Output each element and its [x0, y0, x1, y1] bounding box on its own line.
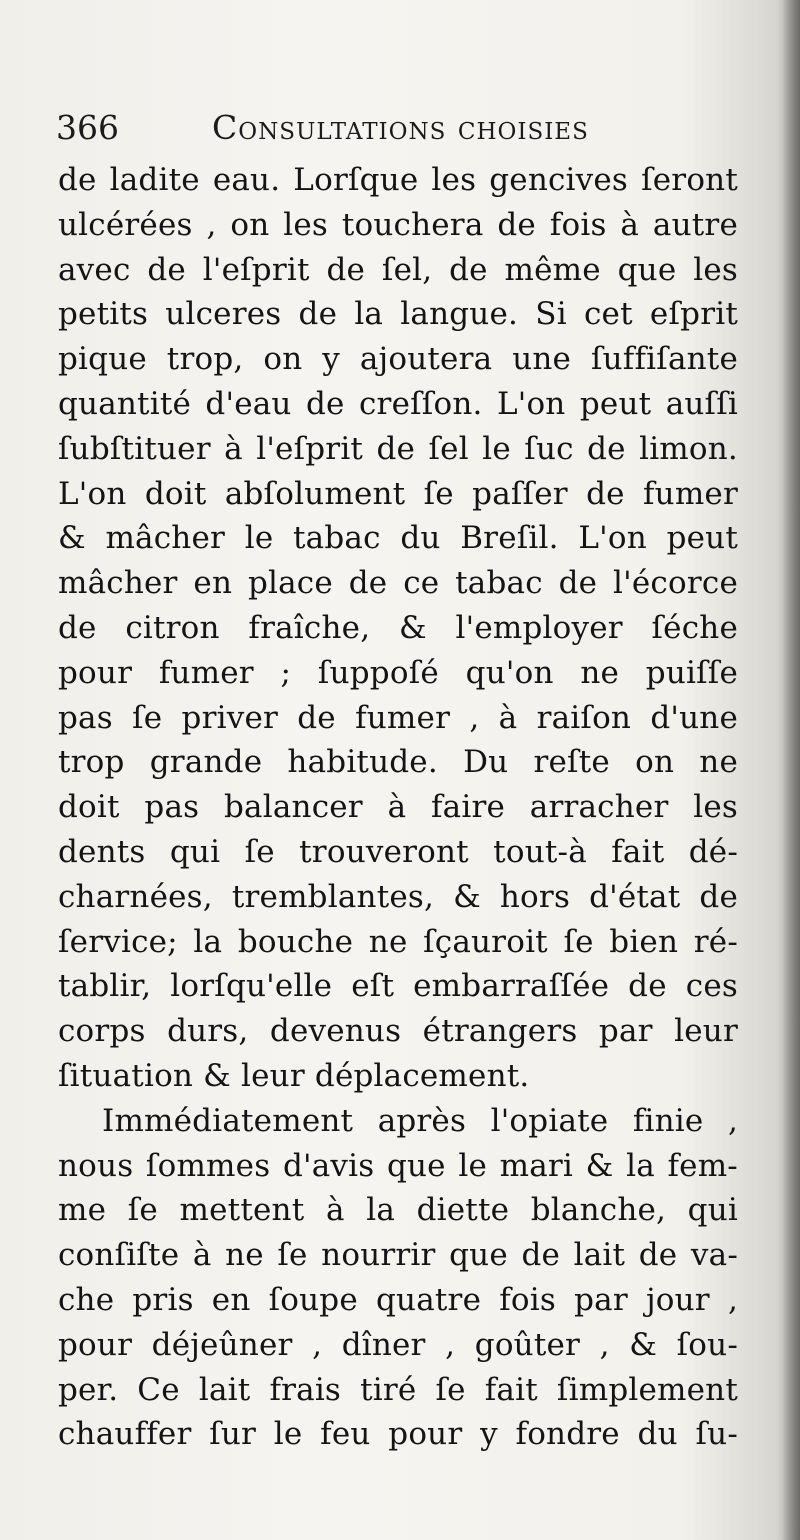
text-line: avec de l'eſprit de ſel, de même que les — [58, 251, 738, 288]
text-line: conſiſte à ne ſe nourrir que de lait de va- — [58, 1237, 738, 1274]
body-text — [58, 158, 738, 1457]
text-line: pas ſe priver de fumer , à raiſon d'une — [58, 699, 738, 736]
text-line: pour fumer ; ſuppoſé qu'on ne puiſſe — [58, 654, 738, 691]
text-line: nous ſommes d'avis que le mari & la fem- — [58, 1147, 738, 1184]
page-header — [56, 108, 746, 156]
text-line: L'on doit abſolument ſe paſſer de fumer — [58, 475, 738, 512]
text-line: charnées, tremblantes, & hors d'état de — [58, 878, 738, 915]
page-number: 366 — [56, 108, 119, 147]
text-line: tablir, lorſqu'elle eſt embarraſſée de ces — [58, 968, 738, 1005]
text-line: pique trop, on y ajoutera une ſuffiſante — [58, 341, 738, 378]
text-line: corps durs, devenus étrangers par leur — [58, 1013, 738, 1050]
text-line: ſubſtituer à l'eſprit de ſel le ſuc de limon. — [58, 430, 738, 467]
text-line: ſervice; la bouche ne ſçauroit ſe bien ré- — [58, 923, 738, 960]
text-line: de citron fraîche, & l'employer ſéche — [58, 609, 738, 646]
text-line: mâcher en place de ce tabac de l'écorce — [58, 565, 738, 602]
page-edge-shadow — [782, 0, 800, 1540]
text-line: trop grande habitude. Du reſte on ne — [58, 744, 738, 781]
text-line: per. Ce lait frais tiré ſe fait ſimplement — [58, 1371, 738, 1408]
text-line: dents qui ſe trouveront tout-à fait dé- — [58, 833, 738, 870]
paragraph-start-line: Immédiatement après l'opiate finie , — [102, 1102, 738, 1139]
text-line: doit pas balancer à faire arracher les — [58, 789, 738, 826]
running-head: Consultations choisies — [212, 108, 589, 147]
text-line: petits ulceres de la langue. Si cet eſprit — [58, 296, 738, 333]
text-line: quantité d'eau de creſſon. L'on peut auſſi — [58, 385, 738, 422]
text-line: ulcérées , on les touchera de fois à autre — [58, 206, 738, 243]
text-line: pour déjeûner , dîner , goûter , & ſou- — [58, 1326, 738, 1363]
text-line: de ladite eau. Lorſque les gencives ſeront — [58, 162, 738, 198]
text-line: che pris en ſoupe quatre fois par jour , — [58, 1281, 738, 1318]
paragraph-end-line: ſituation & leur déplacement. — [58, 1057, 530, 1094]
text-line: me ſe mettent à la diette blanche, qui — [58, 1192, 738, 1229]
text-line: chauffer ſur le feu pour y fondre du ſu- — [58, 1416, 738, 1453]
text-line: & mâcher le tabac du Breſil. L'on peut — [58, 520, 738, 557]
